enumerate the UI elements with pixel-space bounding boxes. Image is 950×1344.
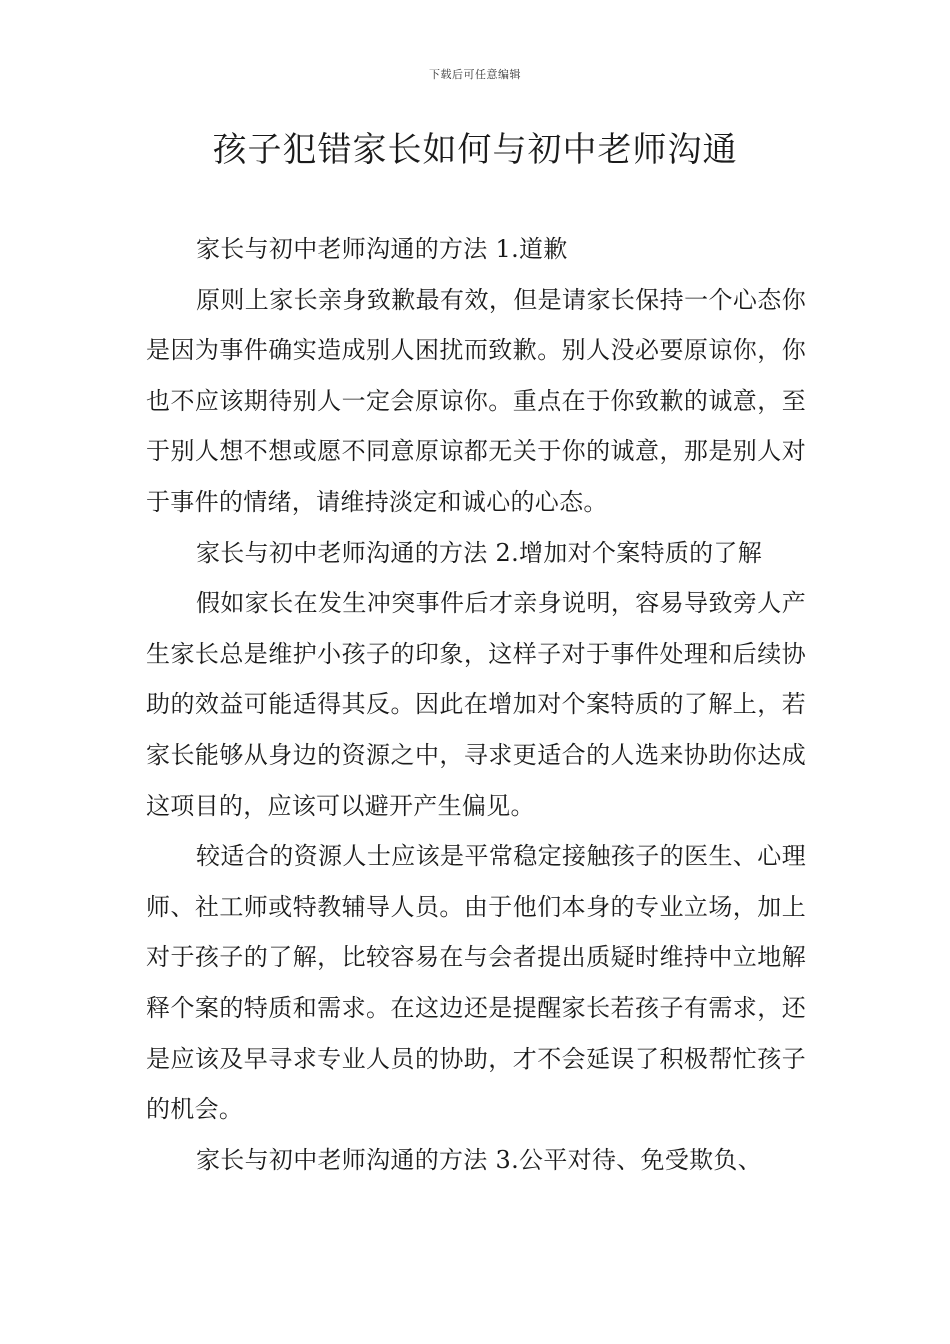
document-title: 孩子犯错家长如何与初中老师沟通: [212, 130, 738, 170]
section-heading-apology: 家长与初中老师沟通的方法 1.道歉: [196, 235, 568, 263]
paragraph-resources: 较适合的资源人士应该是平常稳定接触孩子的医生、心理师、社工师或特教辅导人员。由于他们本身的专业立场，加上对于孩子的了解，比较容易在与会者提出质疑时维持中立地解释个案的特质和需求。在这边还是提醒家长若孩子有需求，还是应该及早寻求专业人员的协助，才不会延误了积极帮忙孩子的机会。: [146, 842, 806, 1124]
section-heading-understanding: 家长与初中老师沟通的方法 2.增加对个案特质的了解: [196, 538, 763, 567]
document-body: [146, 224, 806, 1185]
paragraph-apology: 原则上家长亲身致歉最有效，但是请家长保持一个心态你是因为事件确实造成别人困扰而致歉。别人没必要原谅你，你也不应该期待别人一定会原谅你。重点在于你致歉的诚意，至于别人想不想或愿不同意原谅都无关于你的诚意，那是别人对于事件的情绪，请维持淡定和诚心的心态。: [146, 285, 806, 516]
header-note: 下载后可任意编辑: [429, 68, 521, 81]
section-heading-fairness: 家长与初中老师沟通的方法 3.公平对待、免受欺负、: [196, 1145, 763, 1174]
paragraph-understanding: 假如家长在发生冲突事件后才亲身说明，容易导致旁人产生家长总是维护小孩子的印象，这样子对于事件处理和后续协助的效益可能适得其反。因此在增加对个案特质的了解上，若家长能够从身边的资源之中，寻求更适合的人选来协助你达成这项目的，应该可以避开产生偏见。: [146, 589, 806, 820]
